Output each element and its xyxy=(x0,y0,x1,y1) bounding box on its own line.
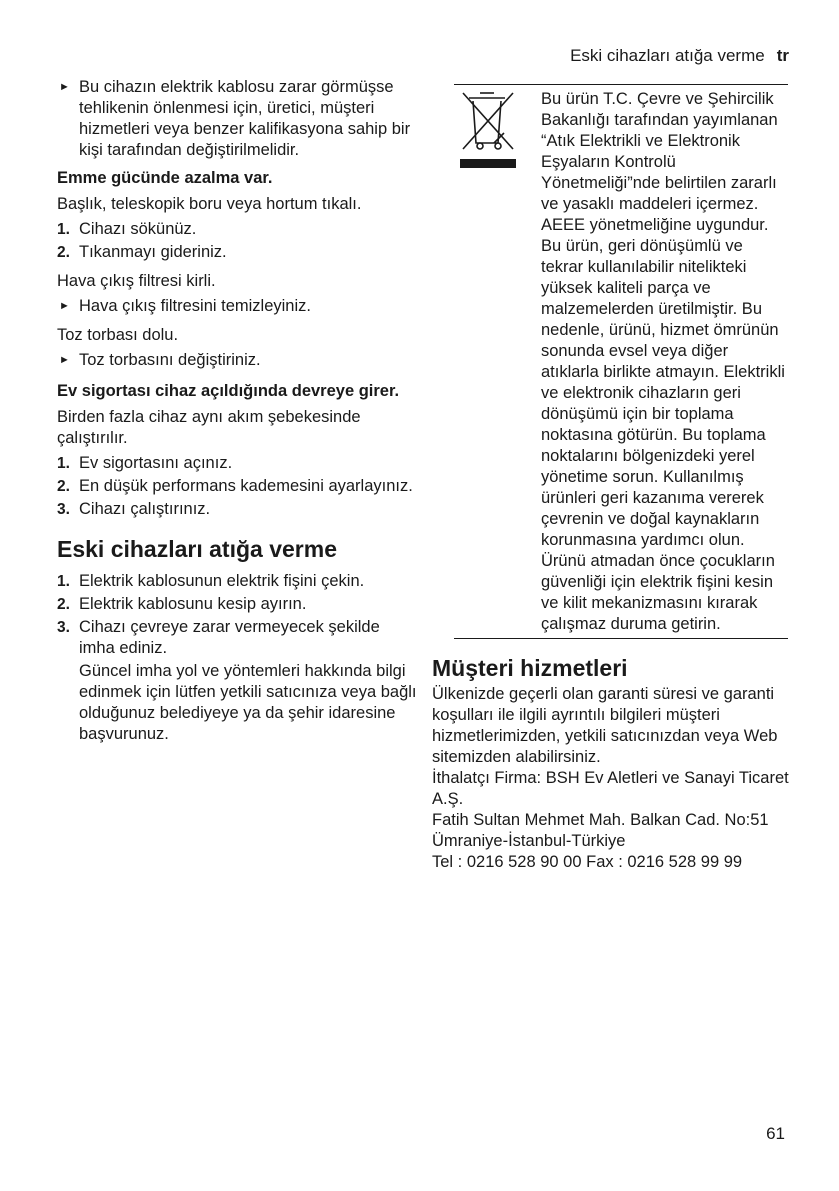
step-text: Ev sigortasını açınız. xyxy=(79,454,233,472)
step-list xyxy=(57,219,417,263)
weee-paragraph: Bu ürün T.C. Çevre ve Şehircilik Bakanlığı tarafından yayımlanan “Atık Elektrikli ve Elektronik Eşyaların Kontrolü Yönetmeliği”nde belirtilen zararlı ve yasaklı maddeleri içermez. xyxy=(541,90,778,213)
disposal-note: Güncel imha yol ve yöntemleri hakkında bilgi edinmek için lütfen yetkili satıcınıza veya bağlı olduğunuz belediyeye ya da şehir idaresine başvurunuz. xyxy=(79,662,417,743)
step-text: Cihazı sökünüz. xyxy=(79,220,197,238)
bullet-item xyxy=(57,296,417,317)
bullet-text: Hava çıkış filtresini temizleyiniz. xyxy=(79,297,311,315)
problem-cause: Hava çıkış filtresi kirli. xyxy=(57,272,216,290)
step-number: 2. xyxy=(57,596,70,613)
step-item xyxy=(57,617,417,659)
weee-text xyxy=(541,89,788,635)
step-number: 3. xyxy=(57,619,70,636)
problem-heading: Emme gücünde azalma var. xyxy=(57,169,273,187)
step-number: 2. xyxy=(57,478,70,495)
service-text: Ülkenizde geçerli olan garanti süresi ve garanti koşulları ile ilgili ayrıntılı bilgileri müşteri hizmetlerimizden, yetkili satıcınızdan veya Web sitemizden alabilirsiniz. xyxy=(432,685,778,766)
header-section-title: Eski cihazları atığa verme xyxy=(570,46,765,65)
step-text: Elektrik kablosunun elektrik fişini çekin. xyxy=(79,572,365,590)
bullet-text: Toz torbasını değiştiriniz. xyxy=(79,351,261,369)
step-number: 3. xyxy=(57,501,70,518)
triangle-bullet-icon: ► xyxy=(59,81,70,93)
step-item xyxy=(57,453,417,474)
section-title: Müşteri hizmetleri xyxy=(432,655,628,681)
weee-paragraph: Bu ürün, geri dönüşümlü ve tekrar kullanılabilir nitelikteki yüksek kaliteli parça ve malzemelerden üretilmiştir. Bu nedenle, ürünü, hizmet ömrünün sonunda evsel veya diğer atıklarla birlikte atmayın. Elektrikli ve elektronik cihazların geri dönüşümü için bir toplama noktasına götürün. Bu toplama noktalarını bölgenizdeki yerel yönetime sorun. Kullanılmış ürünleri geri kazanıma vererek çevrenin ve doğal kaynakların korunmasına yardımcı olun. Ürünü atmadan önce çocukların güvenliği için elektrik fişini kesin ve kilit mekanizmasını kırarak çalışmaz duruma getirin. xyxy=(541,237,785,633)
bullet-item xyxy=(57,350,417,371)
page-header xyxy=(570,46,789,66)
step-list xyxy=(57,453,417,520)
phone-fax: Tel : 0216 528 90 00 Fax : 0216 528 99 99 xyxy=(432,853,743,871)
step-item xyxy=(57,476,417,497)
header-language: tr xyxy=(776,46,789,65)
problem-cause: Birden fazla cihaz aynı akım şebekesinde çalıştırılır. xyxy=(57,408,361,447)
step-item xyxy=(57,499,417,520)
step-text: Cihazı çevreye zarar vermeyecek şekilde imha ediniz. xyxy=(79,618,380,657)
address-line: Fatih Sultan Mehmet Mah. Balkan Cad. No:51 xyxy=(432,811,769,829)
step-number: 2. xyxy=(57,244,70,261)
step-number: 1. xyxy=(57,573,70,590)
triangle-bullet-icon: ► xyxy=(59,300,70,312)
step-text: Cihazı çalıştırınız. xyxy=(79,500,211,518)
step-item xyxy=(57,242,417,263)
address-line: Ümraniye-İstanbul-Türkiye xyxy=(432,832,626,850)
bullet-item xyxy=(57,77,417,161)
step-list xyxy=(57,571,417,659)
weee-paragraph: AEEE yönetmeliğine uygundur. xyxy=(541,216,769,234)
step-item xyxy=(57,594,417,615)
step-text: En düşük performans kademesini ayarlayınız. xyxy=(79,477,413,495)
step-number: 1. xyxy=(57,455,70,472)
problem-cause: Başlık, teleskopik boru veya hortum tıkalı. xyxy=(57,195,362,213)
step-text: Elektrik kablosunu kesip ayırın. xyxy=(79,595,307,613)
section-title: Eski cihazları atığa verme xyxy=(57,536,337,562)
step-item xyxy=(57,219,417,240)
step-text: Tıkanmayı gideriniz. xyxy=(79,243,227,261)
triangle-bullet-icon: ► xyxy=(59,354,70,366)
problem-heading: Ev sigortası cihaz açıldığında devreye girer. xyxy=(57,382,400,400)
page-number: 61 xyxy=(766,1124,785,1143)
left-column xyxy=(57,77,417,745)
crossed-out-wheelie-bin-icon xyxy=(460,89,516,175)
step-number: 1. xyxy=(57,221,70,238)
bullet-text: Bu cihazın elektrik kablosu zarar görmüşse tehlikenin önlenmesi için, üretici, müşteri hizmetleri veya benzer kalifikasyona sahip bir kişi tarafından değiştirilmelidir. xyxy=(79,78,411,159)
importer-text: İthalatçı Firma: BSH Ev Aletleri ve Sanayi Ticaret A.Ş. xyxy=(432,769,789,808)
weee-notice-box xyxy=(454,84,788,639)
problem-cause: Toz torbası dolu. xyxy=(57,326,179,344)
right-column xyxy=(432,84,792,873)
step-item xyxy=(57,571,417,592)
